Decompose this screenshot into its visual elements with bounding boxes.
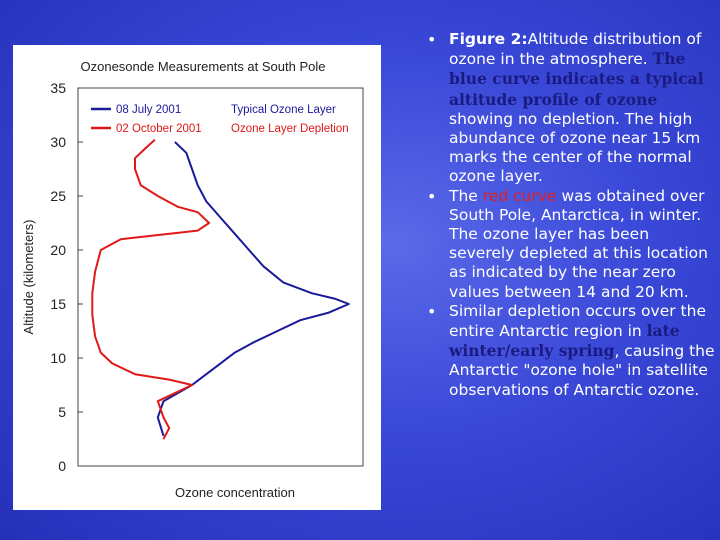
description-bullets bbox=[425, 30, 715, 400]
figure-label: Figure 2: bbox=[449, 30, 528, 48]
legend-date: 02 October 2001 bbox=[116, 123, 202, 135]
bullet-emphasis: late winter/early spring bbox=[449, 321, 680, 361]
bullet-icon: • bbox=[427, 30, 437, 49]
ozone-chart bbox=[13, 45, 381, 510]
y-tick-label: 20 bbox=[50, 242, 66, 258]
bullet-figure-description bbox=[425, 30, 715, 187]
y-tick-label: 30 bbox=[50, 134, 66, 150]
bullet-text: was obtained over South Pole, Antarctica, in winter. The ozone layer has been severely depleted at this location as indicated by the near zero values between 14 and 20 km. bbox=[449, 186, 708, 301]
y-tick-label: 10 bbox=[50, 350, 66, 366]
y-axis-label: Altitude (kilometers) bbox=[21, 219, 36, 335]
bullet-text: Similar depletion occurs over the entire Antarctic region in bbox=[449, 301, 706, 341]
legend-date: 08 July 2001 bbox=[116, 104, 182, 116]
y-tick-label: 25 bbox=[50, 188, 66, 204]
red-curve-label: red curve bbox=[482, 186, 557, 205]
bullet-text: The bbox=[449, 186, 483, 205]
y-tick-label: 0 bbox=[58, 458, 66, 474]
bullet-text: showing no depletion. The high abundance of ozone near 15 km marks the center of the normal ozone layer. bbox=[449, 109, 701, 186]
bullet-red-curve bbox=[425, 187, 715, 302]
y-tick-label: 5 bbox=[58, 404, 66, 420]
legend-label: Ozone Layer Depletion bbox=[231, 123, 349, 135]
y-tick-label: 15 bbox=[50, 296, 66, 312]
legend-label: Typical Ozone Layer bbox=[231, 104, 336, 116]
chart-title: Ozonesonde Measurements at South Pole bbox=[80, 59, 326, 74]
y-tick-label: 35 bbox=[50, 80, 66, 96]
bullet-emphasis: The blue curve indicates a typical altitude profile of ozone bbox=[449, 49, 704, 109]
chart-panel bbox=[13, 45, 381, 510]
bullet-text: Altitude distribution of ozone in the atmosphere. bbox=[449, 30, 702, 69]
x-axis-label: Ozone concentration bbox=[175, 485, 295, 500]
bullet-icon: • bbox=[427, 301, 437, 321]
bullet-icon: • bbox=[427, 186, 437, 206]
bullet-antarctic bbox=[425, 302, 715, 400]
bullet-text: , causing the Antarctic "ozone hole" in satellite observations of Antarctic ozone. bbox=[449, 342, 715, 399]
